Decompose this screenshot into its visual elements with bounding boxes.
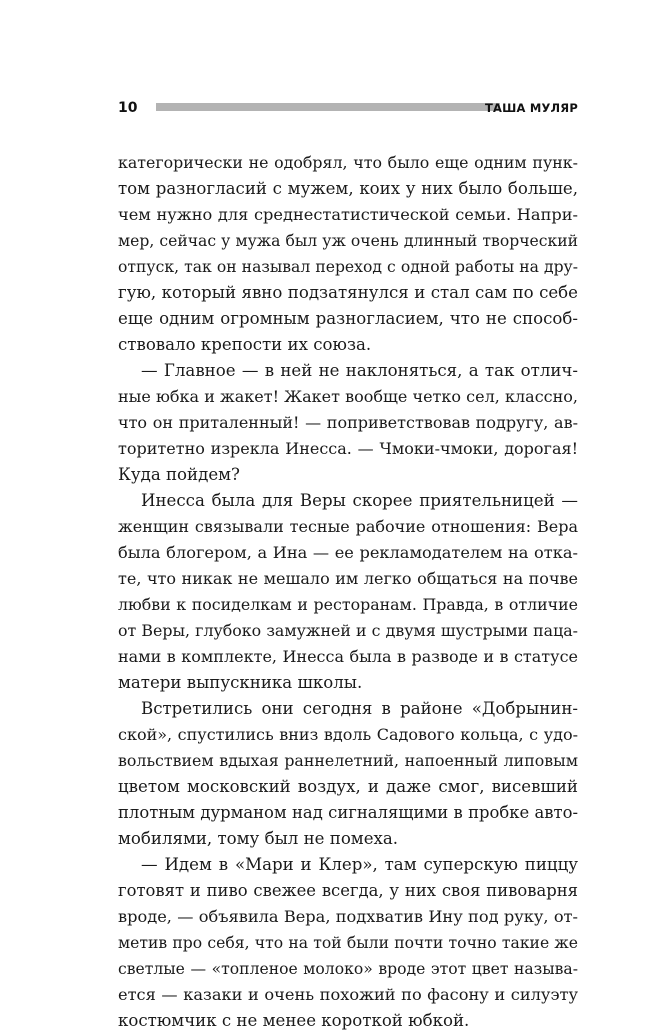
- text-line: была блогером, а Ина — ее рекламодателем на отка-: [118, 543, 578, 562]
- text-line: цветом московский воздух, и даже смог, висевший: [118, 777, 578, 796]
- text-line: от Веры, глубоко замужней и с двумя шустрыми паца-: [118, 621, 578, 640]
- text-line: любви к посиделкам и ресторанам. Правда, в отличие: [118, 595, 578, 614]
- text-line: мобилями, тому был не помеха.: [118, 829, 399, 848]
- text-line: те, что никак не мешало им легко общаться на почве: [118, 569, 578, 588]
- paragraph-first-line: — Главное — в ней не наклоняться, а так отлич-: [141, 361, 578, 380]
- text-line: ской», спустились вниз вдоль Садового кольца, с удо-: [118, 725, 578, 744]
- text-line: Куда пойдем?: [118, 465, 240, 484]
- text-line: ется — казаки и очень похожий по фасону и силуэту: [118, 985, 578, 1004]
- text-line: вольствием вдыхая раннелетний, напоенный липовым: [118, 751, 578, 770]
- text-line: ствовало крепости их союза.: [118, 335, 372, 354]
- text-line: метив про себя, что на той были почти точно такие же: [118, 934, 578, 952]
- text-line: что он приталенный! — поприветствовав подругу, ав-: [118, 413, 578, 432]
- text-line: гую, который явно подзатянулся и стал сам по себе: [118, 283, 578, 302]
- running-head-author: ТАША МУЛЯР: [484, 101, 578, 115]
- paragraph-first-line: — Идем в «Мари и Клер», там суперскую пиццу: [141, 855, 578, 874]
- text-line: категорически не одобрял, что было еще одним пунк-: [118, 153, 578, 172]
- running-header: [118, 96, 578, 120]
- paragraph-first-line: Встретились они сегодня в районе «Добрынин-: [141, 699, 578, 718]
- text-line: отпуск, так он называл переход с одной работы на дру-: [118, 258, 578, 276]
- text-line: мер, сейчас у мужа был уж очень длинный творческий: [118, 232, 578, 250]
- text-line: светлые — «топленое молоко» вроде этот цвет называ-: [118, 960, 578, 978]
- text-line: ные юбка и жакет! Жакет вообще четко сел, классно,: [118, 387, 578, 406]
- page-number: 10: [118, 100, 138, 116]
- body-text: [118, 150, 578, 1034]
- text-line: костюмчик с не менее короткой юбкой.: [118, 1011, 470, 1030]
- text-line: вроде, — объявила Вера, подхватив Ину под руку, от-: [118, 907, 578, 926]
- text-line: торитетно изрекла Инесса. — Чмоки-чмоки, дорогая!: [118, 439, 578, 458]
- text-line: плотным дурманом над сигналящими в пробке авто-: [118, 803, 578, 822]
- text-line: том разногласий с мужем, коих у них было больше,: [118, 179, 578, 198]
- header-rule: [156, 103, 500, 111]
- text-line: чем нужно для среднестатистической семьи. Напри-: [118, 205, 578, 224]
- text-line: готовят и пиво свежее всегда, у них своя пивоварня: [118, 881, 578, 900]
- text-line: женщин связывали тесные рабочие отношения: Вера: [118, 517, 578, 536]
- text-line: матери выпускника школы.: [118, 673, 363, 692]
- text-line: нами в комплекте, Инесса была в разводе и в статусе: [118, 647, 578, 666]
- text-line: еще одним огромным разногласием, что не способ-: [118, 309, 578, 328]
- paragraph-first-line: Инесса была для Веры скорее приятельницей —: [141, 491, 578, 510]
